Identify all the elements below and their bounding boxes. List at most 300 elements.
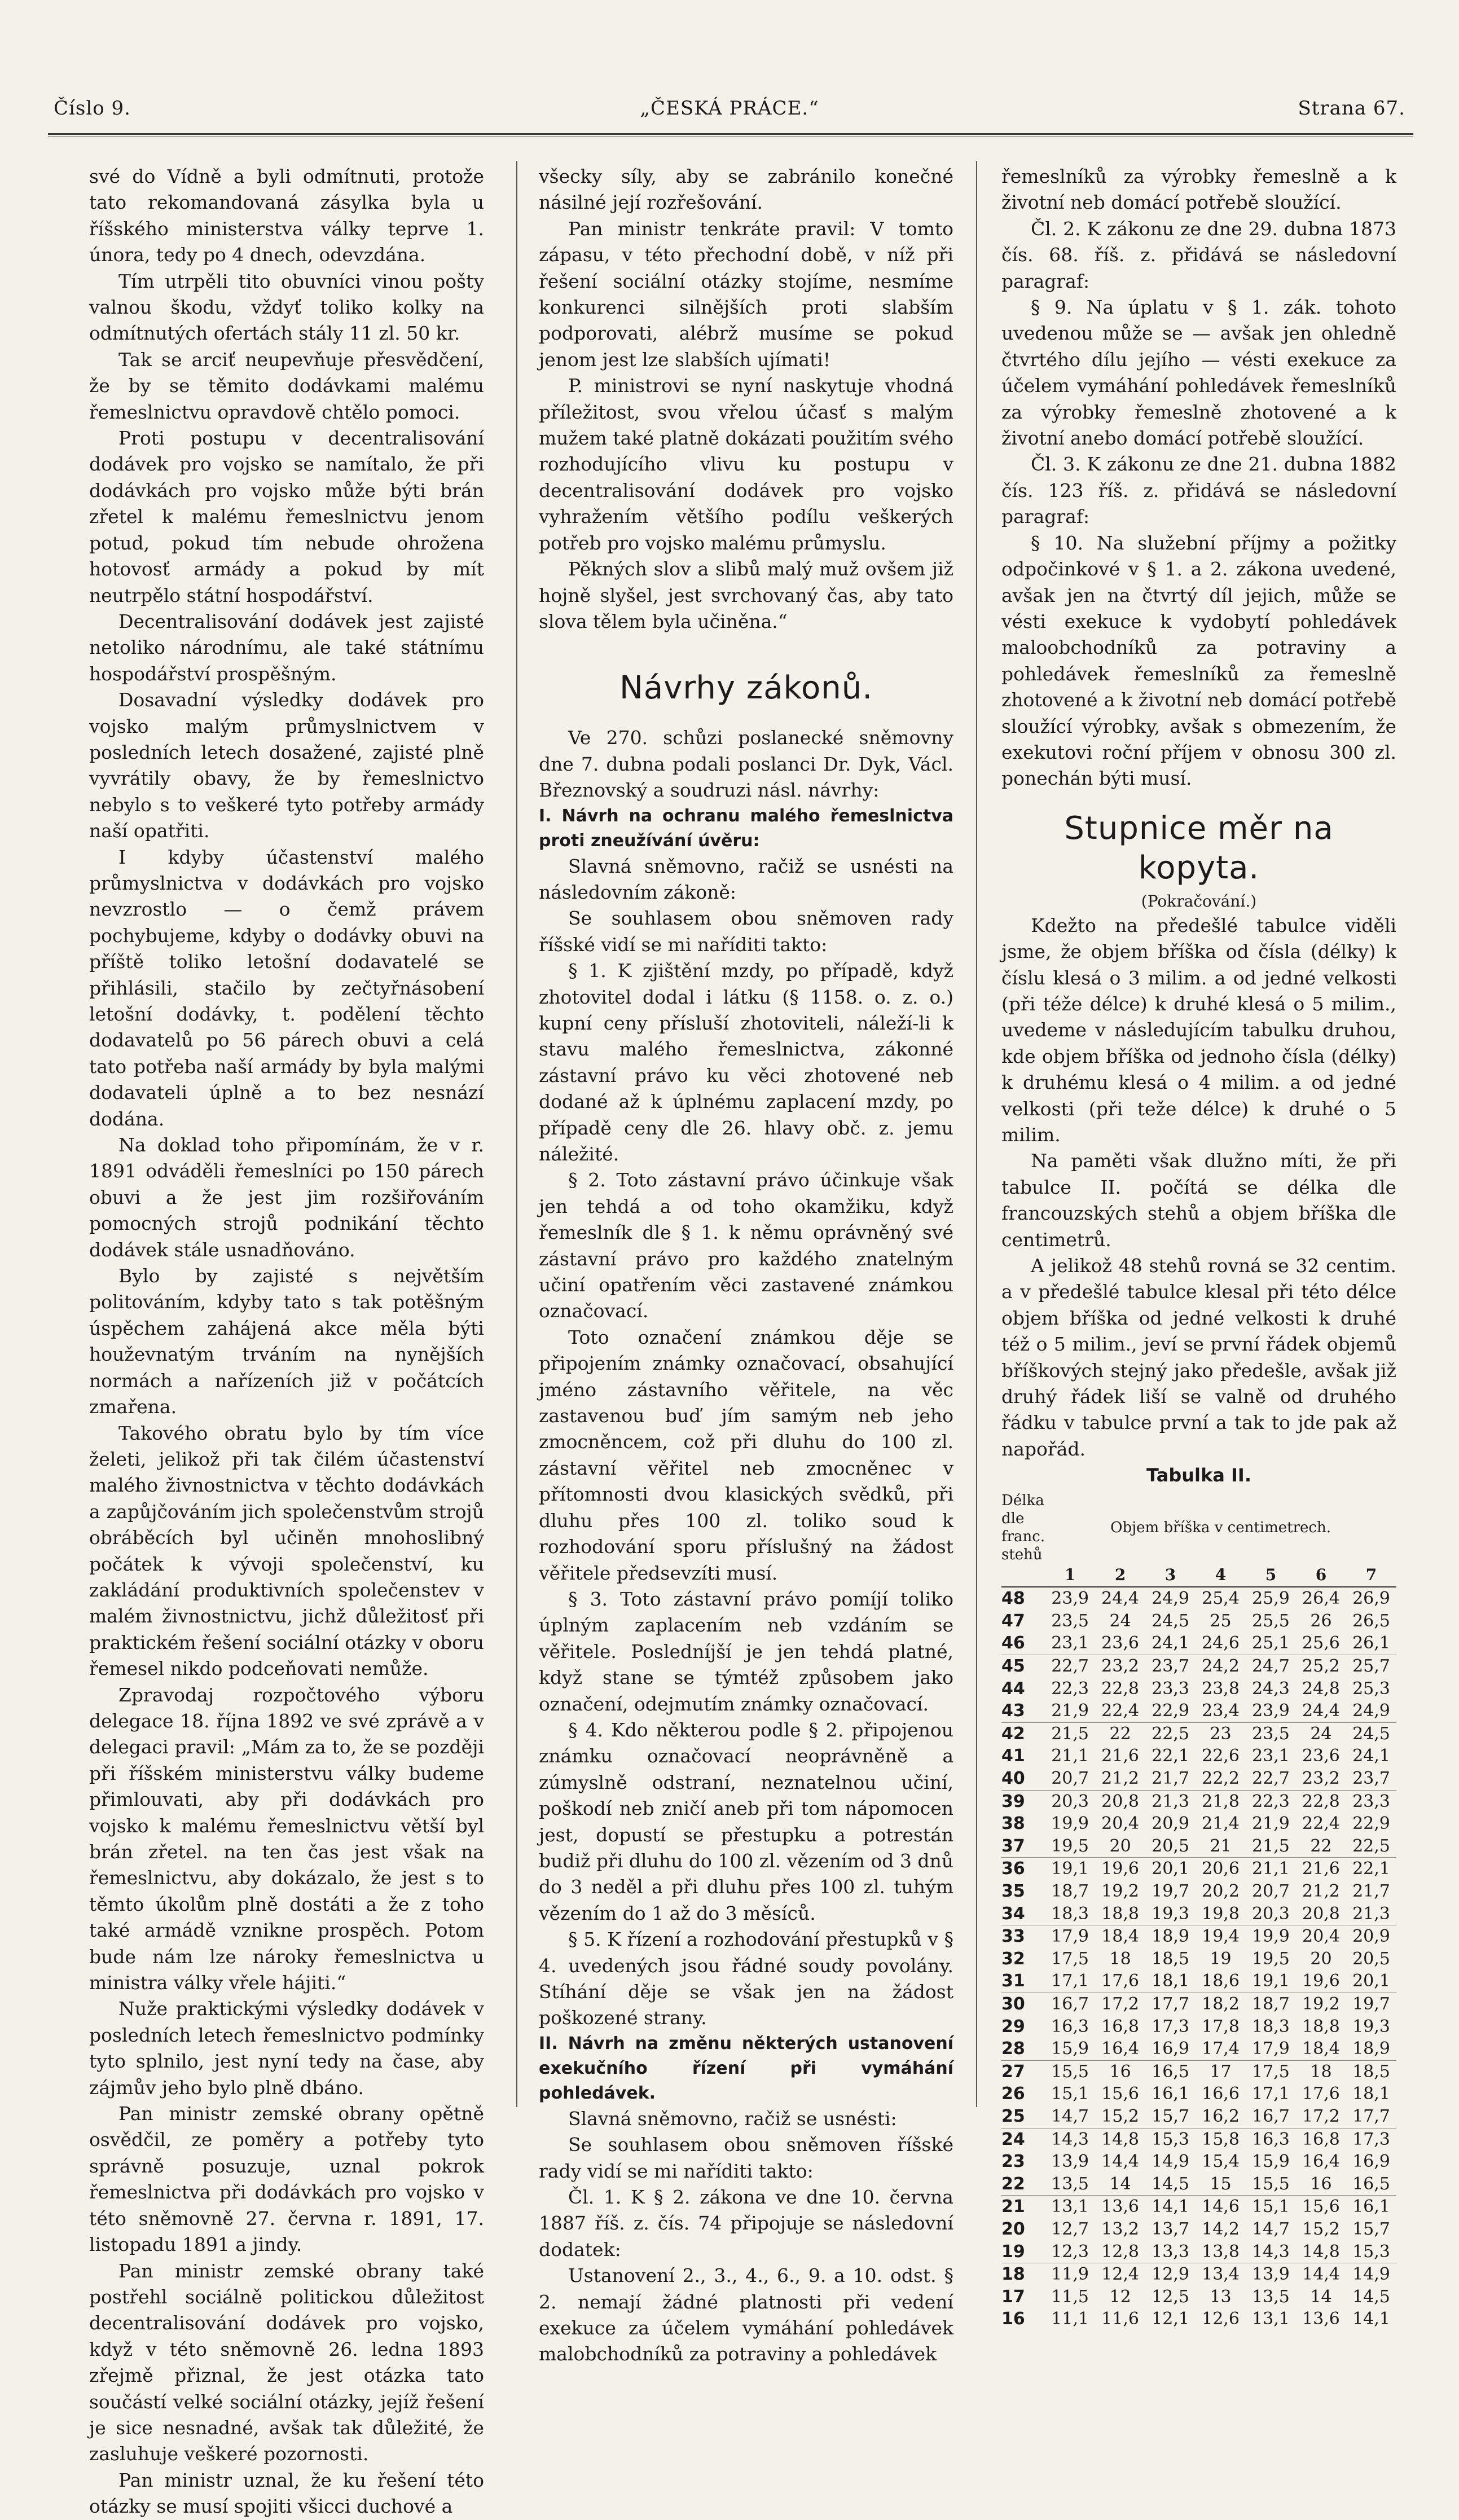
girth-cell: 12,1: [1152, 2309, 1189, 2329]
girth-cell: 14,8: [1302, 2241, 1340, 2262]
girth-cell: 14,5: [1352, 2286, 1390, 2307]
girth-cell: 13: [1210, 2286, 1232, 2307]
girth-cell: 21,1: [1051, 1746, 1089, 1766]
table-row: [1001, 2016, 1396, 2038]
paragraph: Ustanovení 2., 3., 4., 6., 9. a 10. odst. § 2. nemají žádné platnosti při vedení exekuce za účelem vymáhání pohledávek malobchodníků za potraviny a pohledávek: [539, 2264, 953, 2365]
girth-cell: 20,3: [1252, 1903, 1290, 1924]
girth-cell: 22,4: [1101, 1701, 1139, 1721]
page-number: Strana 67.: [1298, 97, 1405, 120]
girth-cell: 23,5: [1246, 1722, 1296, 1745]
girth-cell: 15,9: [1051, 2039, 1089, 2059]
girth-cell: 12,3: [1051, 2241, 1089, 2262]
girth-cell: 17: [1196, 2060, 1246, 2083]
table-row: [1001, 1970, 1396, 1993]
paragraph: § 5. K řízení a rozhodování přestupků v § 4. uvedených jsou řádné soudy povolány. Stíhání děje se však jen na žádost poškozené strany.: [539, 1928, 953, 2029]
girth-cell: 18,3: [1051, 1903, 1089, 1924]
girth-cell: 17,1: [1252, 2084, 1290, 2104]
girth-cell: 13,8: [1202, 2241, 1240, 2262]
girth-cell: 16,5: [1145, 2060, 1196, 2083]
table-row: [1001, 2286, 1396, 2308]
stitch-length-cell: 25: [1001, 2106, 1025, 2126]
girth-cell: 18,1: [1152, 1971, 1189, 1991]
girth-cell: 19,5: [1252, 1949, 1290, 1969]
page-header: [54, 97, 1405, 131]
girth-cell: 13,4: [1196, 2263, 1246, 2286]
girth-cell: 20: [1109, 1836, 1131, 1856]
girth-cell: 21,7: [1152, 1769, 1189, 1789]
girth-cell: 22,5: [1145, 1722, 1196, 1745]
column-divider-1: [516, 161, 517, 2107]
girth-cell: 24,5: [1346, 1722, 1396, 1745]
girth-cell: 11,9: [1045, 2263, 1095, 2286]
girth-cell: 20: [1310, 1949, 1332, 1969]
stitch-length-cell: 40: [1001, 1769, 1025, 1789]
girth-cell: 17,9: [1252, 2039, 1290, 2059]
girth-cell: 24,1: [1152, 1633, 1189, 1653]
paragraph: § 9. Na úplatu v § 1. zák. tohoto uvedenou může se — avšak jen ohledně čtvrtého dílu jejího — vésti exekuce za účelem vymáhání pohledávek řemeslníků za výrobky řemeslně zhotovené a k životní anebo domácí potřebě sloužící.: [1001, 296, 1396, 450]
girth-cell: 18,1: [1352, 2084, 1390, 2104]
stitch-length-cell: 35: [1001, 1881, 1025, 1901]
girth-cell: 15,9: [1252, 2152, 1290, 2172]
girth-cell: 22: [1095, 1722, 1145, 1745]
stitch-length-cell: 45: [1001, 1655, 1045, 1678]
paragraph: Pan ministr zemské obrany opětně osvědčil, ze poměry a potřeby tyto správně posuzuje, uznal pokrok řemeslnictva při dodávkách pro vojsko v této sněmovně 27. června r. 1891, 17. listopadu 1891 a jindy.: [89, 2103, 484, 2256]
paragraph: Čl. 1. K § 2. zákona ve dne 10. června 1887 říš. z. čís. 74 připojuje se následovní dodatek:: [539, 2186, 953, 2260]
girth-cell: 14,9: [1152, 2152, 1189, 2172]
paragraph: Se souhlasem obou sněmoven říšské rady vidí se mi naříditi takto:: [539, 2134, 953, 2182]
girth-cell: 16,4: [1302, 2152, 1340, 2172]
table-row: [1001, 2173, 1396, 2196]
girth-cell: 16,3: [1051, 2016, 1089, 2037]
column-number-row: [1001, 1564, 1396, 1587]
girth-cell: 13,5: [1051, 2174, 1089, 2194]
girth-cell: 16,9: [1152, 2039, 1189, 2059]
paragraph: Slavná sněmovno, račiž se usnésti:: [568, 2107, 897, 2130]
girth-cell: 23,9: [1051, 1589, 1089, 1609]
table-row: [1001, 1722, 1396, 1745]
girth-cell: 26: [1310, 1611, 1332, 1631]
girth-cell: 25,5: [1252, 1611, 1290, 1631]
stitch-length-cell: 29: [1001, 2016, 1025, 2037]
stitch-length-cell: 22: [1001, 2174, 1025, 2194]
stitch-length-cell: 37: [1001, 1836, 1025, 1856]
girth-cell: 16,2: [1202, 2106, 1240, 2126]
girth-cell: 15,4: [1202, 2152, 1240, 2172]
girth-cell: 14,7: [1051, 2106, 1089, 2126]
girth-cell: 20,4: [1101, 1814, 1139, 1834]
girth-cell: 21: [1210, 1836, 1232, 1856]
girth-cell: 12,8: [1101, 2241, 1139, 2262]
girth-cell: 14,4: [1296, 2263, 1346, 2286]
girth-cell: 19,5: [1051, 1836, 1089, 1856]
girth-cell: 19,4: [1196, 1925, 1246, 1948]
girth-cell: 22,2: [1202, 1769, 1240, 1789]
header-rule: [48, 133, 1413, 135]
girth-cell: 11,5: [1051, 2286, 1089, 2307]
girth-cell: 13,2: [1101, 2219, 1139, 2239]
paragraph: Čl. 3. K zákonu ze dne 21. dubna 1882 čís. 123 říš. z. přidává se následovní paragraf:: [1001, 453, 1396, 528]
girth-cell: 26,1: [1352, 1633, 1390, 1653]
girth-cell: 12,9: [1145, 2263, 1196, 2286]
section-title-stupnice: Stupnice měr na kopyta.: [1064, 810, 1334, 886]
girth-cell: 24,8: [1302, 1678, 1340, 1699]
girth-cell: 25: [1210, 1611, 1232, 1631]
table-row: [1001, 2218, 1396, 2241]
girth-cell: 19,3: [1352, 2016, 1390, 2037]
girth-cell: 16,1: [1346, 2196, 1396, 2218]
size-table: [1001, 1492, 1396, 2330]
paragraph: Kdežto na předešlé tabulce viděli jsme, že objem bříška od čísla (délky) k číslu klesá o 3 milim. a od jedné velkosti (při téže délce) k druhé klesá o 5 milim., uvedeme v následujícím tabulku druhou, kde objem bříška od jednoho čísla (délky) k druhému klesá o 4 milim. a od jedné velkosti (při teže délce) k druhé o 5 milim.: [1001, 914, 1396, 1146]
girth-cell: 18,7: [1246, 1993, 1296, 2015]
stitch-length-cell: 41: [1001, 1746, 1025, 1766]
girth-cell: 17,7: [1352, 2106, 1390, 2126]
girth-cell: 24: [1296, 1722, 1346, 1745]
girth-cell: 21,6: [1296, 1858, 1346, 1880]
girth-cell: 18,9: [1145, 1925, 1196, 1948]
stitch-length-cell: 43: [1001, 1701, 1025, 1721]
girth-cell: 12: [1109, 2286, 1131, 2307]
table-row: [1001, 1655, 1396, 1678]
girth-cell: 21,1: [1246, 1858, 1296, 1880]
stitch-length-cell: 24: [1001, 2128, 1045, 2150]
girth-cell: 21,9: [1051, 1701, 1089, 1721]
girth-cell: 22,9: [1152, 1701, 1189, 1721]
girth-cell: 21,3: [1352, 1903, 1390, 1924]
girth-cell: 20,7: [1051, 1769, 1089, 1789]
girth-cell: 14,7: [1252, 2219, 1290, 2239]
table-row: [1001, 1925, 1396, 1948]
table-row: [1001, 2083, 1396, 2105]
stitch-length-cell: 20: [1001, 2219, 1025, 2239]
girth-cell: 15,7: [1352, 2219, 1390, 2239]
girth-cell: 20,1: [1352, 1971, 1390, 1991]
girth-cell: 20,5: [1352, 1949, 1390, 1969]
stitch-length-cell: 26: [1001, 2084, 1025, 2104]
girth-cell: 24,7: [1246, 1655, 1296, 1678]
girth-cell: 17,7: [1145, 1993, 1196, 2015]
girth-cell: 16,3: [1246, 2128, 1296, 2150]
size-table-body: [1001, 1564, 1396, 2330]
paragraph: Zpravodaj rozpočtového výboru delegace 18. října 1892 ve své zprávě a v delegaci pravil: „Mám za to, že se později při říšském ministerstvu války budeme přimlouvati, aby při dodávkách pro vojsko k malému řemeslnictvu větší byl brán zřetel. na ten čas jest však na řemeslnictvu, aby dokázalo, že jest s to těmto úkolům plně dostáti a že z toho také armádě vznikne prospěch. Potom bude nám lze nároky řemeslnictva u ministra války vřele hájiti.“: [89, 1683, 484, 1994]
girth-cell: 14,3: [1252, 2241, 1290, 2262]
girth-cell: 13,1: [1045, 2196, 1095, 2218]
girth-cell: 26,4: [1302, 1589, 1340, 1609]
girth-cell: 24,9: [1152, 1589, 1189, 1609]
table-row: [1001, 2128, 1396, 2150]
girth-cell: 22,9: [1352, 1814, 1390, 1834]
section-title-navrhy-zakonu: Návrhy zákonů.: [619, 670, 873, 707]
girth-cell: 15,6: [1296, 2196, 1346, 2218]
girth-cell: 19,1: [1045, 1858, 1095, 1880]
paragraph: Ve 270. schůzi poslanecké sněmovny dne 7. dubna podali poslanci Dr. Dyk, Václ. Březnovský a soudruzi násl. návrhy:: [539, 727, 953, 802]
girth-cell: 21,2: [1302, 1881, 1340, 1901]
girth-cell: 22,3: [1246, 1790, 1296, 1813]
girth-cell: 16,1: [1152, 2084, 1189, 2104]
girth-cell: 20,8: [1095, 1790, 1145, 1813]
girth-cell: 19,1: [1252, 1971, 1290, 1991]
paragraph: Na doklad toho připomínám, že v r. 1891 odváděli řemeslníci po 150 párech obuvi a že jest jim rozšiřováním pomocných strojů podnikání těchto dodávek stále usnadňováno.: [89, 1134, 484, 1261]
column-number: 4: [1196, 1564, 1246, 1587]
stitch-length-cell: 19: [1001, 2241, 1025, 2262]
stitch-length-cell: 34: [1001, 1903, 1025, 1924]
column-2: [539, 164, 953, 2365]
girth-cell: 25,1: [1252, 1633, 1290, 1653]
girth-cell: 15,5: [1252, 2174, 1290, 2194]
girth-cell: 24,3: [1252, 1678, 1290, 1699]
girth-cell: 17,5: [1051, 1949, 1089, 1969]
girth-cell: 14,1: [1145, 2196, 1196, 2218]
girth-cell: 18,4: [1095, 1925, 1145, 1948]
issue-number: Číslo 9.: [54, 97, 131, 120]
girth-cell: 21,7: [1352, 1881, 1390, 1901]
girth-cell: 19,6: [1095, 1858, 1145, 1880]
girth-cell: 17,6: [1101, 1971, 1139, 1991]
table-row: [1001, 1858, 1396, 1880]
girth-cell: 25,3: [1352, 1678, 1390, 1699]
paragraph: Tak se arciť neupevňuje přesvědčení, že by se těmito dodávkami malému řemeslnictvu opravdově chtělo pomoci.: [89, 348, 484, 423]
paragraph: § 10. Na služební příjmy a požitky odpočinkové v § 1. a 2. zákona uvedené, avšak jen na čtvrtý díl jejich, může se vésti exekuce k vydobytí pohledávek maloobchodníků za potraviny a pohledávek řemeslníků za řemeslně zhotovené a k životní neb domácí potřebě sloužící výrobky, avšak s obmezením, že exekutovi roční příjem v obnosu 300 zl. ponechán býti musí.: [1001, 531, 1396, 790]
girth-cell: 21,5: [1252, 1836, 1290, 1856]
girth-cell: 16,6: [1202, 2084, 1240, 2104]
girth-cell: 19,7: [1346, 1993, 1396, 2015]
girth-cell: 23,8: [1202, 1678, 1240, 1699]
girth-cell: 17,9: [1045, 1925, 1095, 1948]
girth-cell: 18,5: [1346, 2060, 1396, 2083]
girth-cell: 23,7: [1145, 1655, 1196, 1678]
girth-cell: 22,7: [1252, 1769, 1290, 1789]
table-row: [1001, 1700, 1396, 1722]
girth-cell: 15,3: [1145, 2128, 1196, 2150]
paragraph: I kdyby účastenství malého průmyslnictva v dodávkách pro vojsko nevzrostlo — o čemž právem pochybujeme, kdyby o dodávky obuvi na příště toliko letošní dodavatelé se přihlásili, stačilo by zečtyřnásobení letošní dodávky, t. podělení těchto dodavatelů po 56 párech obuvi a celá tato potřeba naší armády by byla malými dodavateli úplně a to bez nesnází dodána.: [89, 846, 484, 1130]
girth-cell: 26,5: [1352, 1611, 1390, 1631]
stitch-length-cell: 44: [1001, 1678, 1025, 1699]
girth-cell: 21,2: [1101, 1769, 1139, 1789]
girth-cell: 22,6: [1202, 1746, 1240, 1766]
paragraph: své do Vídně a byli odmítnuti, protože tato rekomandovaná zásylka byla u říšského ministerstva války teprve 1. února, tedy po 4 dnech, odevzdána.: [89, 165, 484, 266]
stitch-length-cell: 36: [1001, 1858, 1045, 1880]
girth-cell: 22,7: [1045, 1655, 1095, 1678]
paragraph: Čl. 2. K zákonu ze dne 29. dubna 1873 čís. 68. říš. z. přidává se následovní paragraf:: [1001, 217, 1396, 292]
girth-cell: 13,5: [1252, 2286, 1290, 2307]
girth-cell: 13,9: [1051, 2152, 1089, 2172]
stitch-length-cell: 23: [1001, 2152, 1025, 2172]
girth-cell: 14,4: [1101, 2152, 1139, 2172]
table-row: [1001, 2060, 1396, 2083]
girth-cell: 14,1: [1352, 2309, 1390, 2329]
table-row: [1001, 2241, 1396, 2263]
girth-cell: 12,5: [1152, 2286, 1189, 2307]
girth-cell: 23,3: [1346, 1790, 1396, 1813]
girth-cell: 23,3: [1152, 1678, 1189, 1699]
column-number-blank: [1001, 1564, 1045, 1587]
stitch-length-cell: 27: [1001, 2060, 1045, 2083]
girth-cell: 20,9: [1152, 1814, 1189, 1834]
girth-cell: 18: [1296, 2060, 1346, 2083]
table-row: [1001, 2150, 1396, 2173]
girth-cell: 23,2: [1095, 1655, 1145, 1678]
paragraph: Pěkných slov a slibů malý muž ovšem již hojně slyšel, jest svrchovaný čas, aby tato slova tělem byla učiněna.“: [539, 558, 953, 632]
column-2-article-end: [539, 164, 953, 635]
girth-cell: 13,6: [1095, 2196, 1145, 2218]
girth-cell: 17,2: [1095, 1993, 1145, 2015]
girth-cell: 21,6: [1101, 1746, 1139, 1766]
paragraph: Na paměti však dlužno míti, že při tabulce II. počítá se délka dle francouzských stehů a objem bříška dle centimetrů.: [1001, 1150, 1396, 1251]
table-row: [1001, 1993, 1396, 2015]
girth-cell: 21,5: [1045, 1722, 1095, 1745]
girth-cell: 13,9: [1246, 2263, 1296, 2286]
girth-cell: 15,3: [1352, 2241, 1390, 2262]
girth-cell: 14,3: [1045, 2128, 1095, 2150]
paragraph: Slavná sněmovno, račiž se usnésti na následovním zákoně:: [539, 855, 953, 903]
girth-cell: 14,9: [1346, 2263, 1396, 2286]
girth-cell: 20,2: [1202, 1881, 1240, 1901]
paragraph: Tím utrpěli tito obuvníci vinou pošty valnou škodu, vždyť toliko kolky na odmítnutých ofertách stály 11 zl. 50 kr.: [89, 270, 484, 345]
girth-cell: 23,6: [1101, 1633, 1139, 1653]
girth-cell: 25,9: [1252, 1589, 1290, 1609]
table-row: [1001, 1880, 1396, 1903]
girth-cell: 14,2: [1202, 2219, 1240, 2239]
girth-cell: 19,2: [1296, 1993, 1346, 2015]
girth-cell: 24,2: [1196, 1655, 1246, 1678]
paragraph: řemeslníků za výrobky řemeslně a k životní neb domácí potřebě sloužící.: [1001, 165, 1396, 214]
girth-cell: 17,1: [1051, 1971, 1089, 1991]
girth-cell: 21,8: [1196, 1790, 1246, 1813]
girth-cell: 13,6: [1302, 2309, 1340, 2329]
girth-cell: 13,3: [1152, 2241, 1189, 2262]
girth-cell: 11,1: [1051, 2309, 1089, 2329]
paragraph: § 1. K zjištění mzdy, po případě, když zhotovitel dodal i látku (§ 1158. o. z. o.) kupní ceny přísluší zhotoviteli, náleží-li k stavu malého řemeslnictva, zákonné zástavní právo ku věci zhotovené neb dodané až k úplnému zaplacení mzdy, po případě ceny dle 26. hlavy obč. z. jemu náležité.: [539, 960, 953, 1165]
column-1: [89, 164, 484, 2518]
girth-cell: 16,5: [1352, 2174, 1390, 2194]
girth-cell: 20,6: [1196, 1858, 1246, 1880]
girth-cell: 22,1: [1346, 1858, 1396, 1880]
table-row: [1001, 1610, 1396, 1633]
girth-cell: 18,2: [1196, 1993, 1246, 2015]
column-3-article: [1001, 913, 1396, 1463]
column-2-bills: [539, 725, 953, 2368]
girth-cell: 13,7: [1152, 2219, 1189, 2239]
table-row: [1001, 2105, 1396, 2128]
girth-cell: 18: [1109, 1949, 1131, 1969]
table-row: [1001, 2263, 1396, 2286]
paragraph: Nuže praktickými výsledky dodávek v posledních letech řemeslnictvo podmínky tyto splnilo, jest nyní tedy na čase, aby zájmův jeho bylo plně dbáno.: [89, 1998, 484, 2099]
paragraph: všecky síly, aby se zabránilo konečné násilné její rozřešování.: [539, 165, 953, 214]
column-3: [1001, 164, 1396, 2329]
girth-cell: 25,7: [1346, 1655, 1396, 1678]
girth-cell: 18,4: [1302, 2039, 1340, 2059]
girth-cell: 22,4: [1302, 1814, 1340, 1834]
girth-cell: 18,7: [1051, 1881, 1089, 1901]
paragraph: Decentralisování dodávek jest zajisté netoliko národnímu, ale také státnímu hospodářství prospěšným.: [89, 610, 484, 685]
paragraph: § 3. Toto zástavní právo pomíjí toliko úplným zaplacením neb vzdáním se věřitele. Posledníjší je jen tehdá platné, když stane se týmtéž způsobem jako označení, odejmutím známky označovací.: [539, 1587, 953, 1715]
stitch-length-cell: 39: [1001, 1790, 1045, 1813]
girth-cell: 18,5: [1152, 1949, 1189, 1969]
girth-cell: 15,8: [1196, 2128, 1246, 2150]
paragraph: Pan ministr zemské obrany také postřehl sociálně politickou důležitost decentralisování dodávek pro vojsko, když v této sněmovně 26. ledna 1893 zřejmě přiznal, že jest otázka tato součástí velké sociální otázky, jejíž řešení je sice nesnadné, avšak tak důležité, že zasluhuje veškeré pozornosti.: [89, 2259, 484, 2465]
table-row: [1001, 1587, 1396, 1610]
girth-cell: 12,4: [1095, 2263, 1145, 2286]
girth-cell: 20,7: [1252, 1881, 1290, 1901]
column-number: 1: [1045, 1564, 1095, 1587]
column-number: 5: [1246, 1564, 1296, 1587]
girth-cell: 23: [1196, 1722, 1246, 1745]
girth-cell: 24,4: [1101, 1589, 1139, 1609]
table-row: [1001, 1632, 1396, 1655]
column-number: 7: [1346, 1564, 1396, 1587]
girth-cell: 21,4: [1202, 1814, 1240, 1834]
girth-cell: 20,3: [1045, 1790, 1095, 1813]
stitch-length-cell: 16: [1001, 2309, 1025, 2329]
girth-cell: 23,5: [1051, 1611, 1089, 1631]
girth-cell: 24,5: [1152, 1611, 1189, 1631]
girth-cell: 17,8: [1202, 2016, 1240, 2037]
stitch-length-cell: 46: [1001, 1633, 1025, 1653]
bill-heading: II. Návrh na změnu některých ustanovení exekučního řízení při vymáhání pohledávek.: [539, 2033, 953, 2103]
girth-cell: 25,4: [1202, 1589, 1240, 1609]
stitch-length-cell: 33: [1001, 1925, 1045, 1948]
table-row: [1001, 1678, 1396, 1700]
girth-cell: 22,1: [1152, 1746, 1189, 1766]
girth-cell: 11,6: [1101, 2309, 1139, 2329]
girth-cell: 16,4: [1101, 2039, 1139, 2059]
girth-cell: 22: [1310, 1836, 1332, 1856]
girth-cell: 24,6: [1202, 1633, 1240, 1653]
girth-cell: 18,8: [1101, 1903, 1139, 1924]
table-row: [1001, 2038, 1396, 2060]
girth-cell: 15,7: [1152, 2106, 1189, 2126]
column-divider-2: [976, 161, 977, 2107]
table-row: [1001, 1790, 1396, 1813]
continuation-note: (Pokračování.): [1141, 891, 1257, 911]
girth-cell: 23,9: [1252, 1701, 1290, 1721]
girth-cell: 22,8: [1296, 1790, 1346, 1813]
girth-cell: 20,1: [1145, 1858, 1196, 1880]
table-header-length: Délka dle franc. stehů: [1001, 1492, 1045, 1564]
table-header-girth: Objem bříška v centimetrech.: [1110, 1519, 1331, 1537]
girth-cell: 19,7: [1152, 1881, 1189, 1901]
girth-cell: 14: [1310, 2286, 1332, 2307]
girth-cell: 19,8: [1202, 1903, 1240, 1924]
girth-cell: 23,2: [1302, 1769, 1340, 1789]
girth-cell: 26,9: [1352, 1589, 1390, 1609]
girth-cell: 18,6: [1202, 1971, 1240, 1991]
paragraph: § 4. Kdo některou podle § 2. připojenou známku označovací neoprávněně a zúmyslně odstraní, neznatelnou učiní, poškodí neb zničí aneb při tom nápomocen jest, dopustí se přestupku a potrestán budiž při dluhu do 100 zl. vězením od 3 dnů do 3 neděl a při dluhu přes 100 zl. tuhým vězením do 1 až do 3 měsíců.: [539, 1718, 953, 1924]
stitch-length-cell: 48: [1001, 1589, 1025, 1609]
column-number: 6: [1296, 1564, 1346, 1587]
girth-cell: 13,1: [1252, 2309, 1290, 2329]
table-row: [1001, 1767, 1396, 1790]
column-number: 2: [1095, 1564, 1145, 1587]
girth-cell: 18,3: [1252, 2016, 1290, 2037]
stitch-length-cell: 28: [1001, 2039, 1025, 2059]
girth-cell: 25,6: [1302, 1633, 1340, 1653]
paragraph: P. ministrovi se nyní naskytuje vhodná příležitost, svou vřelou účasť s malým mužem také platně dokázati použitím svého rozhodujícího vlivu ku postupu v decentralisování dodávek pro vojsko vyhražením většího podílu veškerých potřeb pro vojsko malému průmyslu.: [539, 375, 953, 554]
girth-cell: 19,2: [1101, 1881, 1139, 1901]
stitch-length-cell: 42: [1001, 1722, 1045, 1745]
girth-cell: 15,2: [1302, 2219, 1340, 2239]
table-row: [1001, 2308, 1396, 2330]
table-row: [1001, 1903, 1396, 1925]
girth-cell: 19,6: [1302, 1971, 1340, 1991]
girth-cell: 15,1: [1246, 2196, 1296, 2218]
girth-cell: 15: [1210, 2174, 1232, 2194]
paragraph: Pan ministr uznal, že ku řešení této otázky se musí spojiti všicci duchové a: [89, 2469, 484, 2518]
stitch-length-cell: 21: [1001, 2196, 1045, 2218]
girth-cell: 17,3: [1346, 2128, 1396, 2150]
girth-cell: 20,9: [1346, 1925, 1396, 1948]
girth-cell: 23,7: [1352, 1769, 1390, 1789]
stitch-length-cell: 32: [1001, 1949, 1025, 1969]
